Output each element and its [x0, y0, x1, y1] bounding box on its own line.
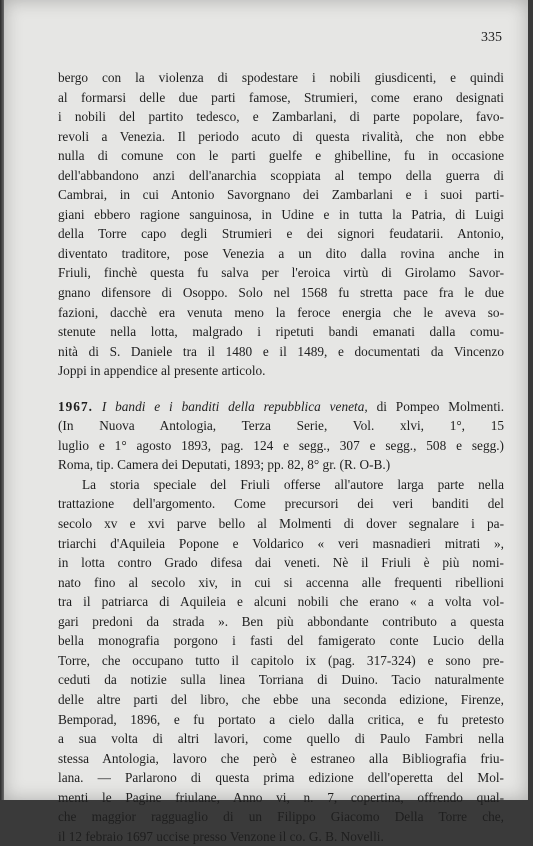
text-line: gari predoni da strada ». Ben più abbondante contributo a questa — [58, 613, 504, 629]
text-line: stenute nella lotta, malgrado i ripetuti bandi emanati dalla comu- — [58, 324, 504, 340]
text-line: secolo xv e xvi parve bello al Molmenti di dover segnalare i pa- — [58, 516, 504, 532]
page-number: 335 — [481, 30, 502, 45]
section-gap — [58, 381, 504, 397]
text-line: Cambrai, in cui Antonio Savorgnano dei Zambarlani e i suoi parti- — [58, 187, 504, 203]
entry-description — [58, 475, 504, 846]
text-line: che maggior ragguaglio di un Filippo Giacomo Della Torre che, — [58, 809, 504, 825]
text-line: ceduti da notizie sulla linea Torriana di Duino. Tacio naturalmente — [58, 672, 504, 688]
text-line: il 12 febraio 1697 uccise presso Venzone il co. G. B. Novelli. — [58, 828, 384, 844]
text-line: nato fino al secolo xiv, in cui si accenna alle frequenti ribellioni — [58, 574, 504, 590]
text-line: revoli a Venezia. Il periodo acuto di questa rivalità, che non ebbe — [58, 128, 504, 144]
citation-line: Roma, tip. Camera dei Deputati, 1893; pp. 82, 8° gr. (R. O-B.) — [58, 457, 391, 473]
entry-heading-line — [58, 397, 504, 417]
text-line: stessa Antologia, lavoro che però è estraneo alla Bibliografia friu- — [58, 750, 504, 766]
entry-title: I bandi e i banditi della repubblica veneta, — [101, 398, 368, 414]
text-line: in lotta contro Grado difesa dai veneti. Nè il Friuli è più nomi- — [58, 555, 504, 571]
text-line: nulla di comune con le parti guelfe e ghibelline, fu in occasione — [58, 148, 504, 164]
text-line: triarchi d'Aquileia Popone e Voldarico « veri masnadieri mitrati », — [58, 535, 504, 551]
text-line: Joppi in appendice al presente articolo. — [58, 363, 266, 379]
page-text — [58, 68, 504, 846]
text-line: La storia speciale del Friuli offerse all'autore larga parte nella — [82, 476, 504, 492]
text-line: gnano difensore di Osoppo. Solo nel 1568 fu stretta pace fra le due — [58, 285, 504, 301]
text-line: tra il patriarca di Aquileia e alcuni nobili che erano « a volta vol- — [58, 594, 504, 610]
text-line: lana. — Parlarono di questa prima edizione dell'operetta del Mol- — [58, 770, 504, 786]
text-line: nità di S. Daniele tra il 1480 e il 1489, e documentati da Vincenzo — [58, 343, 504, 359]
citation-line: luglio e 1° agosto 1893, pag. 124 e segg., 307 e segg., 508 e segg.) — [58, 437, 504, 453]
bibliography-entry — [58, 397, 504, 475]
text-line: fazioni, dacchè era venuta meno la feroce energia che le aveva so- — [58, 304, 504, 320]
text-line: a sua volta di altri lavori, come quello di Paulo Fambri nella — [58, 731, 504, 747]
text-line: Bemporad, 1896, e fu portato a cielo dalla critica, e fu pretesto — [58, 711, 504, 727]
text-line: diventato traditore, pose Venezia a un dito dalla rovina anche in — [58, 245, 504, 261]
text-line: Torre, che occupano tutto il capitolo ix (pag. 317-324) e sono pre- — [58, 652, 504, 668]
paragraph-continued — [58, 68, 504, 381]
entry-author-prefix: di — [376, 398, 387, 414]
text-line: dell'abbandono anzi dell'anarchia scoppiata al tempo della guerra di — [58, 167, 504, 183]
text-line: Friuli, finchè questa fu salva per l'eroica virtù di Girolamo Savor- — [58, 265, 504, 281]
text-line: trattazione dell'argomento. Come precursori dei veri banditi del — [58, 496, 504, 512]
text-line: bella monografia porgono i fasti del famigerato conte Lucio della — [58, 633, 504, 649]
text-line: delle altre parti del libro, che ebbe una seconda edizione, Firenze, — [58, 691, 504, 707]
text-line: al formarsi delle due parti famose, Strumieri, come erano designati — [58, 89, 504, 105]
text-line: bergo con la violenza di spodestare i nobili giusdicenti, e quindi — [58, 70, 504, 85]
citation-line: (In Nuova Antologia, Terza Serie, Vol. xlvi, 1°, 15 — [58, 418, 504, 434]
book-page — [4, 0, 528, 844]
text-line: della Torre capo degli Strumieri e dei signori feudatarii. Antonio, — [58, 226, 504, 242]
text-line: giani ebbero ragione sanguinosa, in Udine e in tutta la Patria, di Luigi — [58, 206, 504, 222]
entry-number: 1967. — [58, 398, 93, 414]
entry-author: Pompeo Molmenti. — [395, 398, 505, 414]
text-line: menti le Pagine friulane, Anno vi, n. 7, copertina, offrendo qual- — [58, 789, 504, 805]
text-line: i nobili del partito tedesco, e Zambarlani, di parte popolare, favo- — [58, 109, 504, 125]
